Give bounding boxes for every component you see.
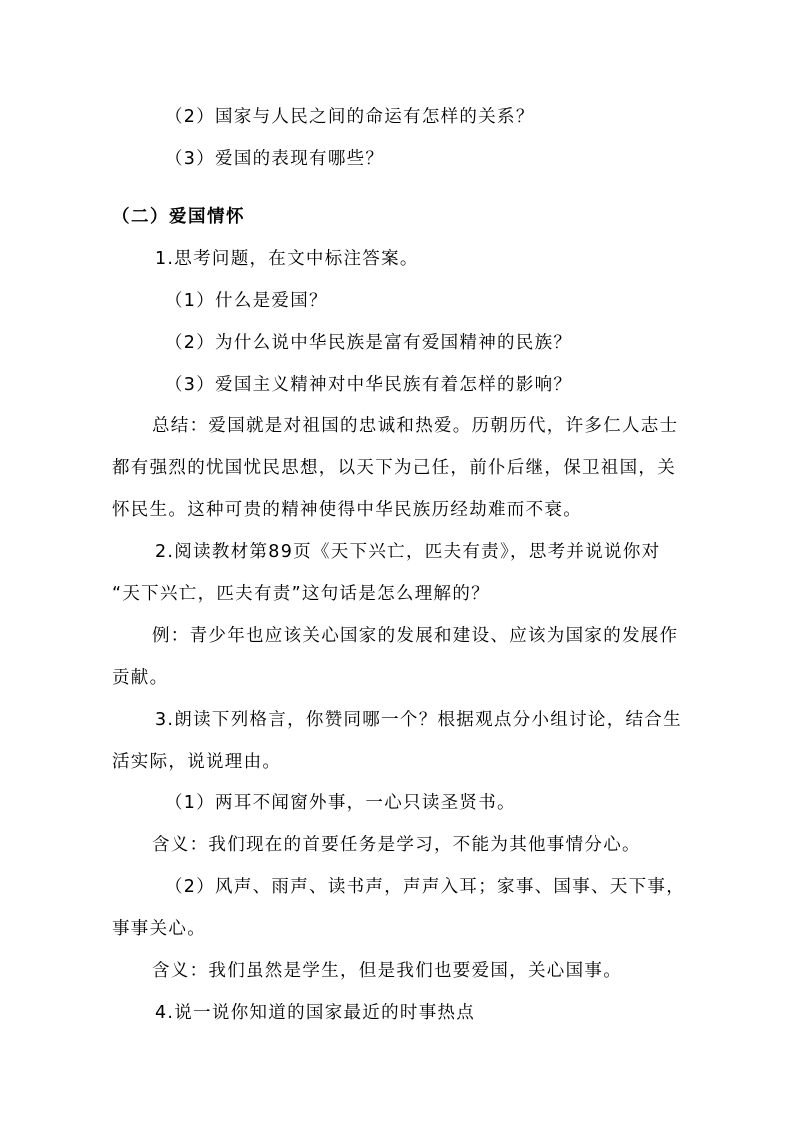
item-1-question-1: （1）什么是爱国？ xyxy=(165,291,328,311)
item-4-line: 4.说一说你知道的国家最近的时事热点 xyxy=(155,1003,476,1023)
item-2-line-1: 2.阅读教材第89页《天下兴亡，匹夫有责》，思考并说说你对 xyxy=(155,542,661,562)
summary-line-3: 怀民生。这种可贵的精神使得中华民族历经劫难而不衰。 xyxy=(112,500,582,520)
section-heading: （二）爱国情怀 xyxy=(112,207,245,227)
item-3-line-1: 3.朗读下列格言，你赞同哪一个？根据观点分小组讨论，结合生 xyxy=(155,710,682,730)
meaning-2-line: 含义：我们虽然是学生，但是我们也要爱国，关心国事。 xyxy=(152,961,622,981)
maxim-2-line-1: （2）风声、雨声、读书声，声声入耳；家事、国事、天下事， xyxy=(165,877,686,897)
question-3-line: （3）爱国的表现有哪些？ xyxy=(165,149,385,169)
maxim-2-line-2: 事事关心。 xyxy=(112,919,206,939)
item-1-question-3: （3）爱国主义精神对中华民族有着怎样的影响？ xyxy=(165,375,573,395)
summary-line-1: 总结：爱国就是对祖国的忠诚和热爱。历朝历代，许多仁人志士 xyxy=(152,416,679,436)
item-1-line: 1.思考问题，在文中标注答案。 xyxy=(155,249,419,269)
item-2-line-2: “天下兴亡，匹夫有责”这句话是怎么理解的？ xyxy=(112,584,490,604)
question-2-line: （2）国家与人民之间的命运有怎样的关系？ xyxy=(165,107,535,127)
summary-line-2: 都有强烈的忧国忧民思想，以天下为己任，前仆后继，保卫祖国，关 xyxy=(112,458,676,478)
maxim-1-line: （1）两耳不闻窗外事，一心只读圣贤书。 xyxy=(165,793,516,813)
example-line-1: 例：青少年也应该关心国家的发展和建设、应该为国家的发展作 xyxy=(152,626,679,646)
meaning-1-line: 含义：我们现在的首要任务是学习，不能为其他事情分心。 xyxy=(152,835,641,855)
item-3-line-2: 活实际，说说理由。 xyxy=(112,752,282,772)
item-1-question-2: （2）为什么说中华民族是富有爱国精神的民族？ xyxy=(165,333,573,353)
example-line-2: 贡献。 xyxy=(112,668,169,688)
